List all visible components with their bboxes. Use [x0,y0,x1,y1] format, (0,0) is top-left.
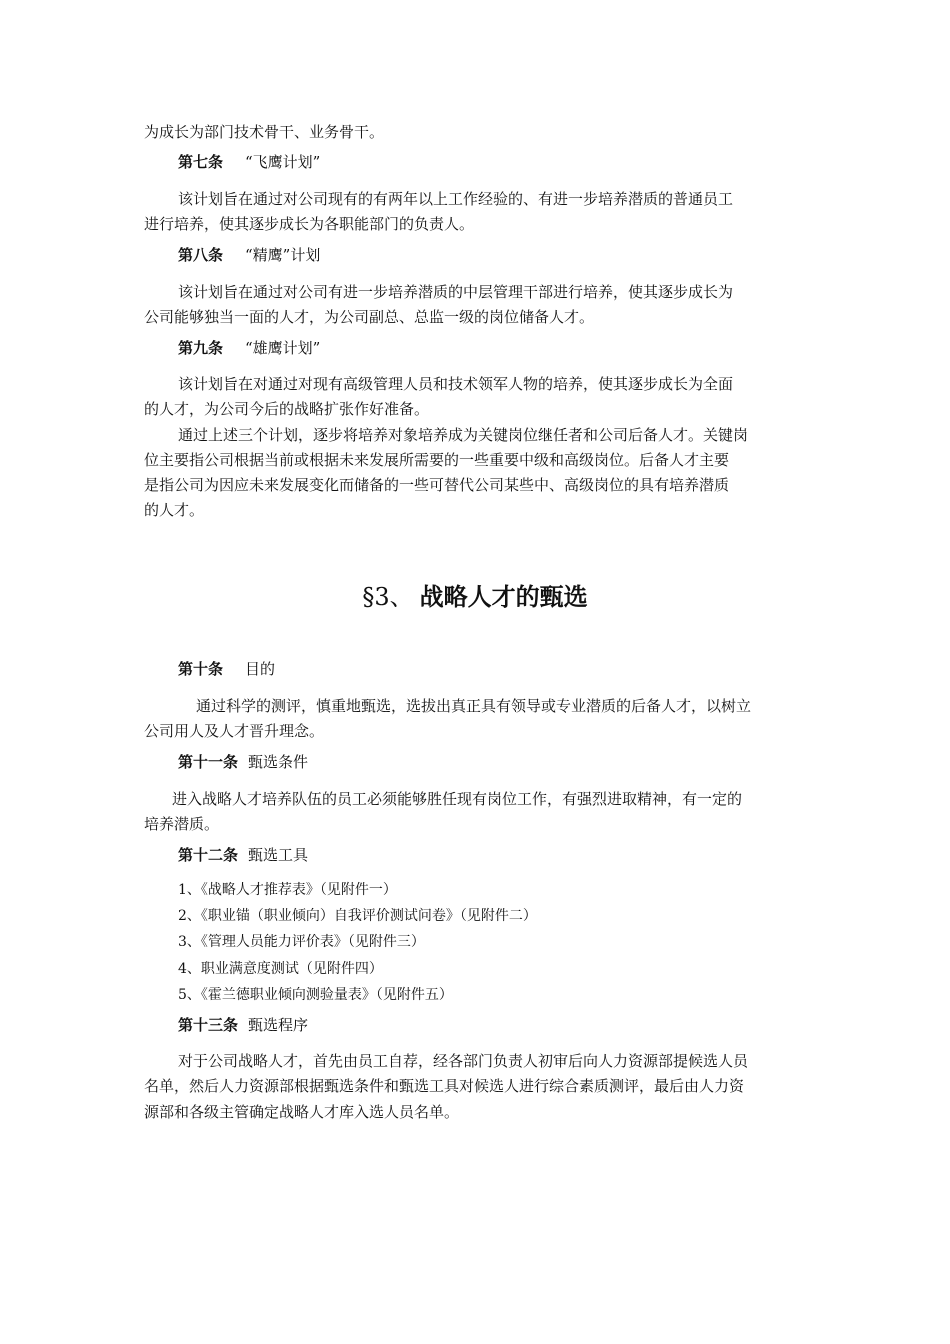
paragraph-line: 通过科学的测评，慎重地甄选，选拔出真正具有领导或专业潜质的后备人才，以树立 [196,697,752,715]
paragraph-line: 的人才。 [144,501,205,519]
paragraph-line: 进入战略人才培养队伍的员工必须能够胜任现有岗位工作，有强烈进取精神，有一定的 [172,790,743,808]
tool-list-item: 5、《霍兰德职业倾向测验量表》（见附件五） [178,987,453,1003]
article-heading-10 [178,660,848,678]
section-title [0,582,950,612]
paragraph-line: 的人才，为公司今后的战略扩张作好准备。 [144,400,430,418]
tool-list-item: 3、《管理人员能力评价表》（见附件三） [178,934,425,950]
section-number: §3、 [362,583,414,611]
article-title: 甄选工具 [248,846,309,864]
paragraph-line: 是指公司为因应未来发展变化而储备的一些可替代公司某些中、高级岗位的具有培养潜质 [144,476,730,494]
article-heading-9 [178,339,848,357]
article-number: 第七条 [178,153,224,171]
article-number: 第九条 [178,339,224,357]
article-number: 第十条 [178,660,224,678]
paragraph-line: 公司用人及人才晋升理念。 [144,722,325,740]
article-number: 第十二条 [178,846,239,864]
article-heading-7 [178,153,848,171]
article-heading-13 [178,1016,848,1034]
article-heading-12 [178,846,848,864]
article-heading-8 [178,246,848,264]
article-title: 甄选程序 [248,1016,309,1034]
section-title-text: 战略人才的甄选 [419,582,588,611]
paragraph-line: 该计划旨在通过对公司现有的有两年以上工作经验的、有进一步培养潜质的普通员工 [178,190,734,208]
paragraph-line: 该计划旨在通过对公司有进一步培养潜质的中层管理干部进行培养，使其逐步成长为 [178,283,734,301]
paragraph-line: 位主要指公司根据当前或根据未来发展所需要的一些重要中级和高级岗位。后备人才主要 [144,451,730,469]
article-title: 甄选条件 [248,753,309,771]
paragraph-line: 培养潜质。 [144,815,220,833]
paragraph-line: 源部和各级主管确定战略人才库入选人员名单。 [144,1103,460,1121]
article-number: 第十三条 [178,1016,239,1034]
article-title: “飞鹰计划” [245,153,321,171]
article-title: 目的 [245,660,276,678]
paragraph-line: 对于公司战略人才，首先由员工自荐，经各部门负责人初审后向人力资源部提候选人员 [178,1052,749,1070]
tool-list-item: 2、《职业锚（职业倾向）自我评价测试问卷》（见附件二） [178,908,537,924]
paragraph-line: 为成长为部门技术骨干、业务骨干。 [144,123,385,141]
article-number: 第八条 [178,246,224,264]
article-title: “雄鹰计划” [245,339,321,357]
paragraph-line: 该计划旨在对通过对现有高级管理人员和技术领军人物的培养，使其逐步成长为全面 [178,375,734,393]
article-heading-11 [178,753,848,771]
paragraph-line: 通过上述三个计划，逐步将培养对象培养成为关键岗位继任者和公司后备人才。关键岗 [178,426,749,444]
article-number: 第十一条 [178,753,239,771]
paragraph-line: 进行培养，使其逐步成长为各职能部门的负责人。 [144,215,475,233]
paragraph-line: 名单，然后人力资源部根据甄选条件和甄选工具对候选人进行综合素质测评，最后由人力资 [144,1077,745,1095]
tool-list-item: 4、职业满意度测试（见附件四） [178,961,383,977]
paragraph-line: 公司能够独当一面的人才，为公司副总、总监一级的岗位储备人才。 [144,308,595,326]
tool-list-item: 1、《战略人才推荐表》（见附件一） [178,882,397,898]
article-title: “精鹰”计划 [245,246,321,264]
